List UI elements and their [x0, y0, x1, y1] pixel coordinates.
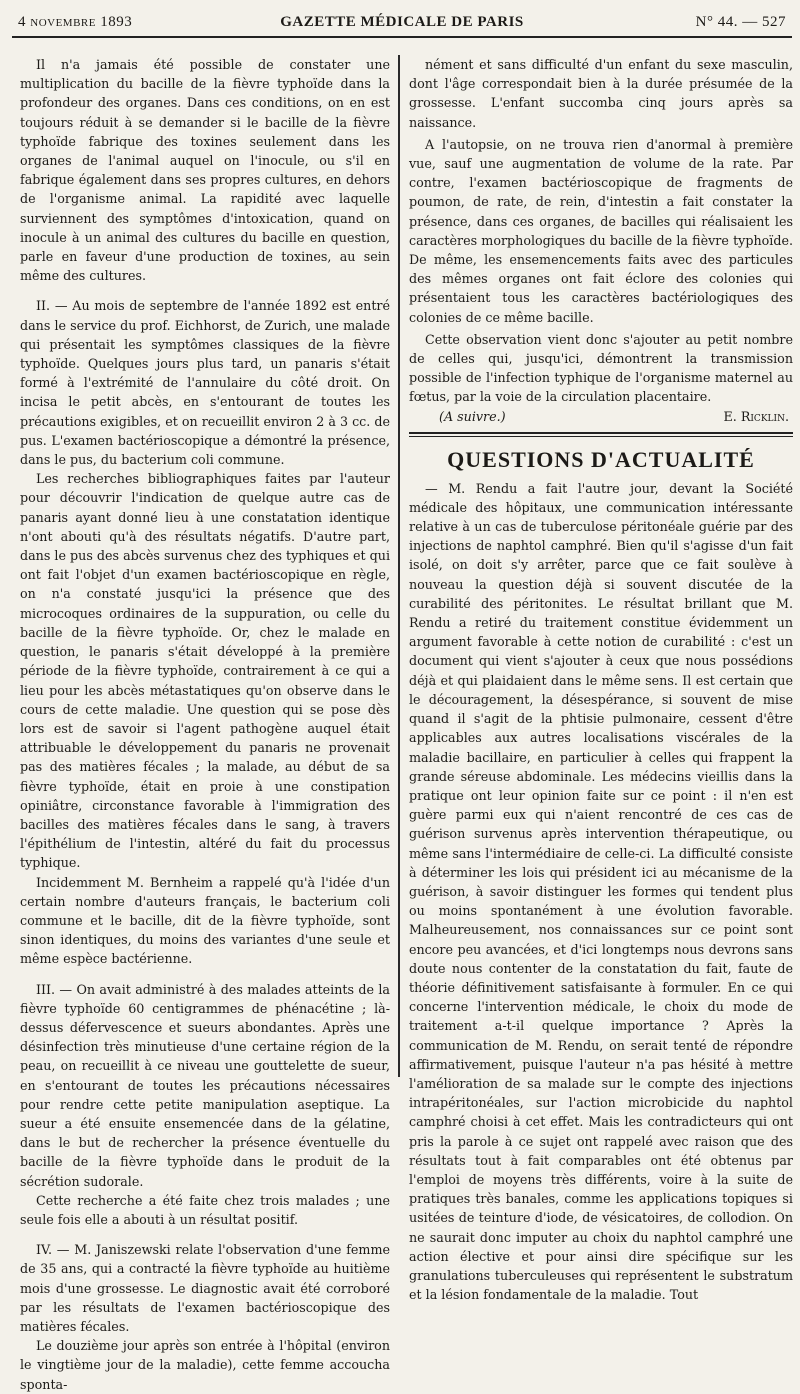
right-column: [409, 55, 793, 1303]
paragraph: Il n'a jamais été possible de constater une multiplication du bacille de la fièvre typhoïde dans la profondeur des organes. Dans ces conditions, on en est toujours réduit à se demander si le bacille de la fièvre typhoïde fabrique des toxines seulement dans les organes de l'animal auquel on l'inocule, ou s'il en fabrique également dans ses propres cultures, en dehors de l'organisme animal. La rapidité avec laquelle surviennent des symptômes d'intoxication, quand on inocule à un animal des cultures du bacille en question, parle en faveur d'une production de toxines, au sein même des cultures.: [20, 57, 390, 284]
column-divider: [398, 55, 400, 1077]
article-signature: [409, 407, 793, 426]
paragraph: A l'autopsie, on ne trouva rien d'anormal à première vue, sauf une augmentation de volume de la rate. Par contre, l'examen bactérioscopique de fragments de poumon, de rate, de rein, d'intestin a fait constater la présence, dans ces organes, de bacilles qui réalisaient les caractères morphologiques du bacille de la fièvre typhoïde. De même, les ensemencements faits avec des particules des mêmes organes ont fait éclore des colonies qui présentaient tous les caractères bactériologiques des colonies de ce même bacille.: [409, 136, 793, 325]
left-column: [20, 55, 390, 1392]
section-title: QUESTIONS D'ACTUALITÉ: [447, 446, 755, 472]
paragraph: Cette recherche a été faite chez trois malades ; une seule fois elle a abouti à un résultat positif.: [20, 1192, 390, 1227]
section-rule: [409, 432, 793, 437]
paragraph: Les recherches bibliographiques faites par l'auteur pour découvrir l'indication de quelque autre cas de panaris ayant donné lieu à une constatation identique n'ont abouti qu'à des résultats négatifs. D'autre part, dans le pus des abcès survenus chez des typhiques et qui ont fait l'objet d'un examen bactérioscopique en règle, on n'a constaté jusqu'ici la présence que des microcoques ordinaires de la suppuration, ou celle du bacille de la fièvre typhoïde. Or, chez le malade en question, le panaris s'était développé à la première période de la fièvre typhoïde, contrairement à ce qui a lieu pour les abcès métastatiques qu'on observe dans le cours de cette maladie. Une question qui se pose dès lors est de savoir si l'agent pathogène auquel était attribuable le développement du panaris ne provenait pas des matières fécales ; la malade, au début de sa fièvre typhoïde, était en proie à une constipation opiniâtre, circonstance favorable à l'immigration des bacilles des matières fécales dans le sang, à travers l'épithélium de l'intestin, altéré du fait du processus typhique.: [20, 471, 390, 871]
paragraph: — M. Rendu a fait l'autre jour, devant la Société médicale des hôpitaux, une communication intéressante relative à un cas de tuberculose péritonéale guérie par des injections de naphtol camphré. Bien qu'il s'agisse d'un fait isolé, on doit s'y arrêter, parce que ce fait soulève à nouveau la question déjà si souvent discutée de la curabilité des péritonites. Le résultat brillant que M. Rendu a retiré du traitement constitue évidemment un argument favorable à cette notion de curabilité : c'est un document qui vient s'ajouter à ceux que nous possédions déjà et qui plaidaient dans le même sens. Il est certain que le découragement, la désespérance, si souvent de mise quand il s'agit de la phtisie pulmonaire, cessent d'être applicables aux autres localisations viscérales de la maladie bacillaire, en particulier à celles qui frappent la grande séreuse abdominale. Les médecins vieillis dans la pratique ont leur opinion faite sur ce point : il n'en est guère parmi eux qui n'aient rencontré de ces cas de guérison survenus après intervention thérapeutique, ou même sans l'intermédiaire de celle-ci. La difficulté consiste à déterminer les lois qui président ici au mécanisme de la guérison, à savoir distinguer les formes qui tendent plus ou moins spontanément à une évolution favorable. Malheureusement, nos connaissances sur ce point sont encore peu avancées, et d'ici longtemps nous devrons sans doute nous contenter de la constatation du fait, faute de théorie définitivement satisfaisante à formuler. En ce qui concerne l'intervention médicale, le choix du mode de traitement a-t-il quelque importance ? Après la communication de M. Rendu, on serait tenté de répondre affirmativement, puisque l'auteur n'a pas hésité à mettre l'amélioration de sa malade sur le compte des injections intrapéritonéales, sur l'action microbicide du naphtol camphré choisi à cet effet. Mais les contradicteurs qui ont pris la parole à ce sujet ont rappelé avec raison que des résultats tout à fait comparables ont été obtenus par l'emploi de moyens très différents, voire à la suite de pratiques très banales, comme les applications topiques si usitées de teinture d'iode, de vésicatoires, de collodion. On ne saurait donc imputer au choix du naphtol camphré une action élective et pour ainsi dire spécifique sur les granulations tuberculeuses qui représentent le substratum et la lésion fondamentale de la maladie. Tout: [409, 480, 793, 1303]
issue-date: 4 novembre 1893: [18, 14, 133, 30]
to-be-continued: (A suivre.): [439, 408, 506, 424]
paragraph: Cette observation vient donc s'ajouter au petit nombre de celles qui, jusqu'ici, démontrent la transmission possible de l'infection typhique de l'organisme maternel au fœtus, par la voie de la circulation placentaire.: [409, 331, 793, 405]
paragraph: III. — On avait administré à des malades atteints de la fièvre typhoïde 60 centigrammes de phénacétine ; là-dessus défervescence et sueurs abondantes. Après une désinfection très minutieuse d'une certaine région de la peau, on recueillit à ce niveau une gouttelette de sueur, en s'entourant de toutes les précautions nécessaires pour rendre cette petite manipulation aseptique. La sueur a été ensuite ensemencée dans de la gélatine, dans le but de rechercher la présence éventuelle du bacille de la fièvre typhoïde dans le produit de la sécrétion sudorale.: [20, 981, 390, 1189]
author-name: E. Ricklin.: [723, 408, 789, 424]
paragraph: IV. — M. Janiszewski relate l'observation d'une femme de 35 ans, qui a contracté la fièvre typhoïde au huitième mois d'une grossesse. Le diagnostic avait été corroboré par les résultats de l'examen bactérioscopique des matières fécales.: [20, 1242, 390, 1334]
journal-title: GAZETTE MÉDICALE DE PARIS: [280, 14, 524, 30]
issue-page-number: N° 44. — 527: [695, 14, 786, 30]
paragraph: Le douzième jour après son entrée à l'hôpital (environ le vingtième jour de la maladie), cette femme accoucha sponta-: [20, 1338, 390, 1392]
page-header: [12, 6, 792, 38]
paragraph: II. — Au mois de septembre de l'année 1892 est entré dans le service du prof. Eichhorst, de Zurich, une malade qui présentait les symptômes classiques de la fièvre typhoïde. Quelques jours plus tard, un panaris s'était formé à l'extrémité de l'annulaire du côté droit. On incisa le petit abcès, en s'entourant de toutes les précautions exigibles, et on recueillit environ 2 à 3 cc. de pus. L'examen bactérioscopique a démontré la présence, dans le pus, du bacterium coli commune.: [20, 298, 390, 468]
text-columns: [20, 55, 793, 1392]
paragraph: nément et sans difficulté d'un enfant du sexe masculin, dont l'âge correspondait bien à la durée présumée de la grossesse. L'enfant succomba cinq jours après sa naissance.: [409, 57, 793, 130]
paragraph: Incidemment M. Bernheim a rappelé qu'à l'idée d'un certain nombre d'auteurs français, le bacterium coli commune et le bacille, dit de la fièvre typhoïde, sont sinon identiques, du moins des variantes d'une seule et même espèce bactérienne.: [20, 874, 390, 967]
